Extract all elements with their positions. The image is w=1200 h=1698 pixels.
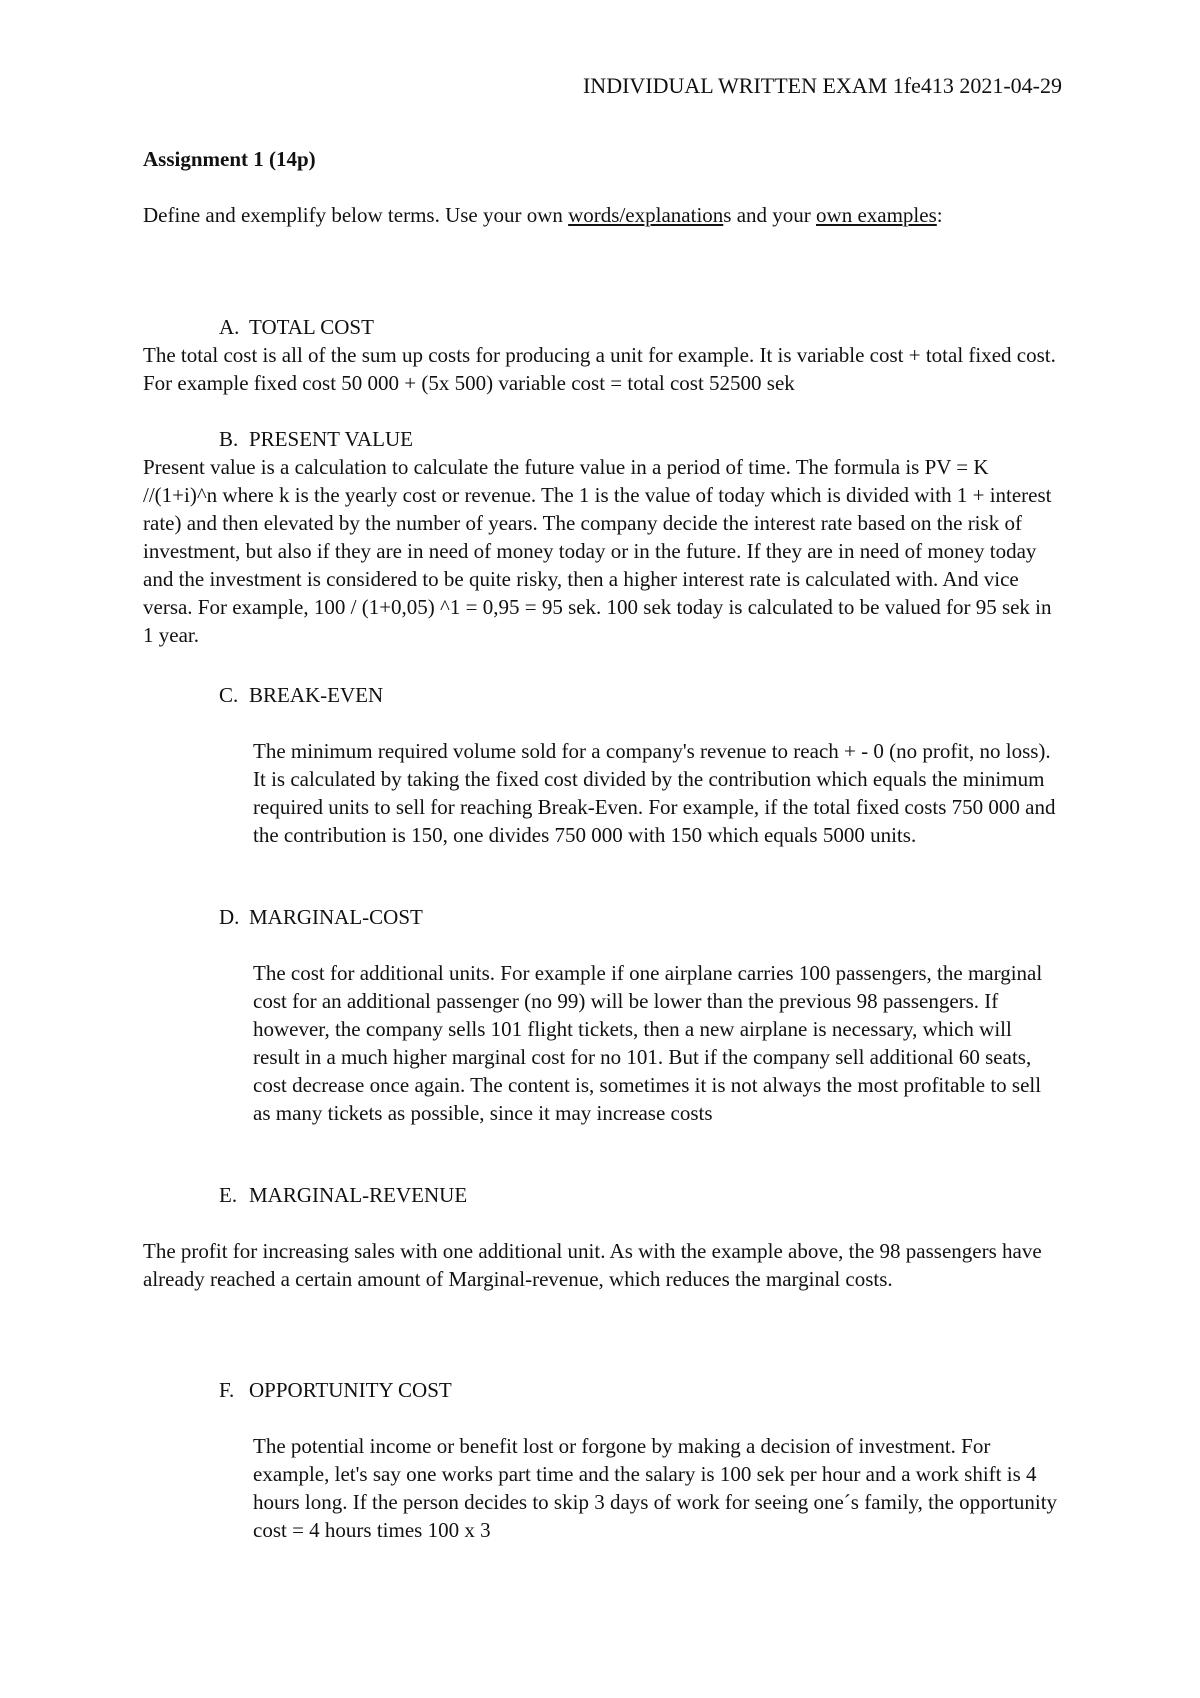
intro-text-2: s and your <box>723 203 817 227</box>
section-a-heading <box>219 313 374 341</box>
section-a-letter: A. <box>219 315 240 339</box>
section-b-letter: B. <box>219 427 239 451</box>
section-a-title: TOTAL COST <box>249 315 374 339</box>
section-f-heading <box>219 1376 452 1404</box>
section-c-heading <box>219 681 383 709</box>
intro-text-1: Define and exemplify below terms. Use your own <box>143 203 569 227</box>
section-b-body: Present value is a calculation to calculate the future value in a period of time. The formula is PV = K //(1+i)^n where k is the yearly cost or revenue. The 1 is the value of today which is divided with 1 + interest rate) and then elevated by the number of years. The company decide the interest rate based on the risk of investment, but also if they are in need of money today or in the future. If they are in need of money today and the investment is considered to be quite risky, then a higher interest rate is calculated with. And vice versa. For example, 100 / (1+0,05) ^1 = 0,95 = 95 sek. 100 sek today is calculated to be valued for 95 sek in 1 year. <box>143 455 1052 647</box>
section-e-heading <box>219 1181 467 1209</box>
assignment-title: Assignment 1 (14p) <box>143 147 316 171</box>
exam-header: INDIVIDUAL WRITTEN EXAM 1fe413 2021-04-29 <box>582 73 1062 98</box>
intro-text-3: : <box>936 203 943 227</box>
section-f-letter: F. <box>219 1378 235 1402</box>
section-e-title: MARGINAL-REVENUE <box>249 1183 468 1207</box>
intro-underlined-2: own examples <box>816 203 937 227</box>
section-b-heading <box>219 425 413 453</box>
intro-underlined-1: words/explanation <box>568 203 724 227</box>
section-d-title: MARGINAL-COST <box>249 905 423 929</box>
section-e-body: The profit for increasing sales with one additional unit. As with the example above, the 98 passengers have already reached a certain amount of Marginal-revenue, which reduces the marginal costs. <box>143 1239 1042 1291</box>
section-d-body: The cost for additional units. For example if one airplane carries 100 passengers, the marginal cost for an additional passenger (no 99) will be lower than the previous 98 passengers. If however, the company sells 101 flight tickets, then a new airplane is necessary, which will result in a much higher marginal cost for no 101. But if the company sell additional 60 seats, cost decrease once again. The content is, sometimes it is not always the most profitable to sell as many tickets as possible, since it may increase costs <box>253 961 1043 1125</box>
assignment-intro <box>143 201 993 229</box>
section-d-letter: D. <box>219 905 240 929</box>
section-e-letter: E. <box>219 1183 238 1207</box>
section-d-heading <box>219 903 423 931</box>
section-f-title: OPPORTUNITY COST <box>249 1378 452 1402</box>
section-c-body: The minimum required volume sold for a company's revenue to reach + - 0 (no profit, no loss). It is calculated by taking the fixed cost divided by the contribution which equals the minimum required units to sell for reaching Break-Even. For example, if the total fixed costs 750 000 and the contribution is 150, one divides 750 000 with 150 which equals 5000 units. <box>253 739 1056 847</box>
section-c-letter: C. <box>219 683 239 707</box>
section-f-body: The potential income or benefit lost or forgone by making a decision of investment. For example, let's say one works part time and the salary is 100 sek per hour and a work shift is 4 hours long. If the person decides to skip 3 days of work for seeing one´s family, the opportunity cost = 4 hours times 100 x 3 <box>253 1434 1058 1542</box>
section-b-title: PRESENT VALUE <box>249 427 413 451</box>
section-a-body: The total cost is all of the sum up costs for producing a unit for example. It is variable cost + total fixed cost. For example fixed cost 50 000 + (5x 500) variable cost = total cost 52500 sek <box>143 343 1056 395</box>
section-c-title: BREAK-EVEN <box>249 683 384 707</box>
